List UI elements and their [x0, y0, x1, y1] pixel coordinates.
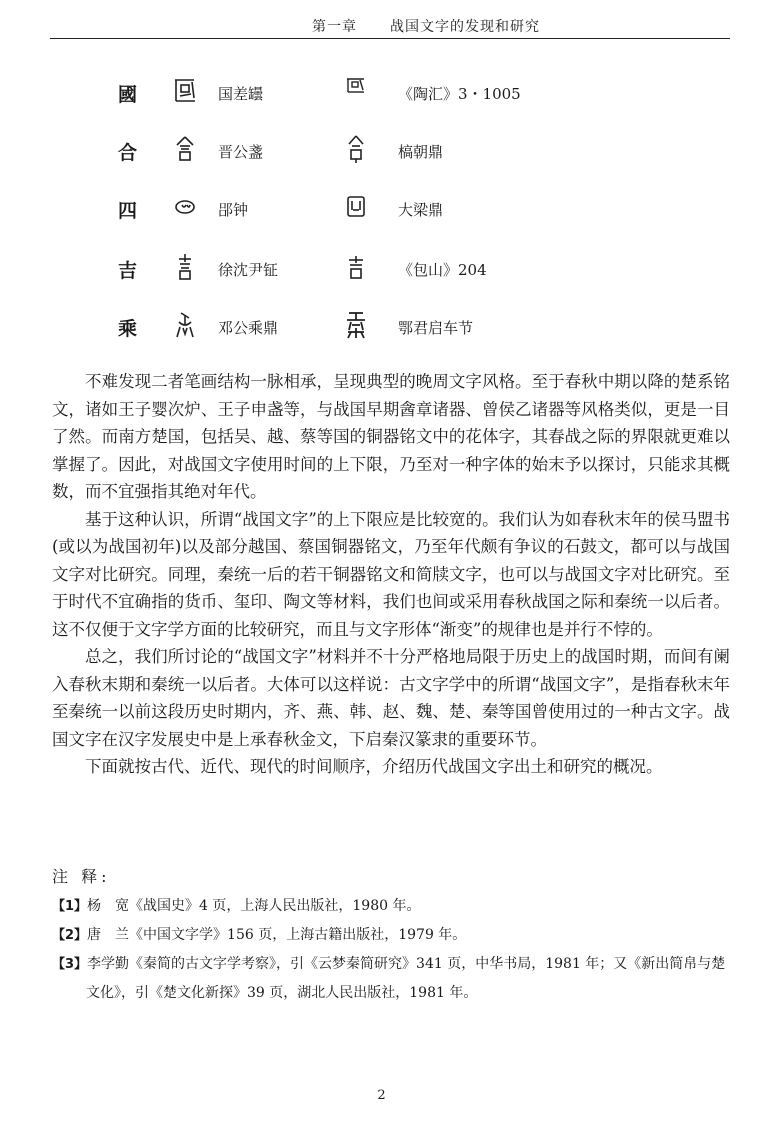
footnote-number: 【1】: [52, 899, 88, 914]
footnote-text: 李学勤《秦简的古文字学考察》，引《云梦秦简研究》341 页，中华书局，1981 年；又《新出简帛与楚文化》，引《楚文化新探》39 页，湖北人民出版社，1981 年。: [86, 956, 726, 1001]
chapter-label: 第一章: [312, 19, 357, 35]
source-right: 鄂君启车节: [398, 319, 474, 337]
source-right: 《陶汇》3・1005: [398, 85, 521, 103]
footnote-number: 【3】: [52, 957, 88, 972]
footnote: [52, 892, 732, 921]
source-left: 郘钟: [218, 201, 249, 219]
notes-heading: 注 释:: [52, 867, 111, 886]
footnote: [52, 950, 732, 1007]
footnote-text: 杨 宽《战国史》4 页，上海人民出版社，1980 年。: [87, 898, 421, 914]
paragraph: 总之，我们所讨论的“战国文字”材料并不十分严格地局限于历史上的战国时期，而间有阑入春秋末期和秦统一以后者。大体可以这样说：古文字学中的所谓“战国文字”，是指春秋末年至秦统一以前这段历史时期内，齐、燕、韩、赵、魏、楚、秦等国曾使用过的一种古文字。战国文字在汉字发展史中是上承春秋金文，下启秦汉篆隶的重要环节。: [52, 647, 730, 749]
paragraph: 基于这种认识，所谓“战国文字”的上下限应是比较宽的。我们认为如春秋末年的侯马盟书(或以为战国初年)以及部分越国、蔡国铜器铭文，乃至年代颇有争议的石鼓文，都可以与战国文字对比研究。同理，秦统一后的若干铜器铭文和简牍文字，也可以与战国文字对比研究。至于时代不宜确指的货币、玺印、陶文等材料，我们也间或采用春秋战国之际和秦统一以后者。这不仅便于文字学方面的比较研究，而且与文字形体“渐变”的规律也是并行不悖的。: [52, 509, 730, 639]
modern-character: 四: [118, 200, 138, 222]
modern-character: 合: [118, 142, 138, 164]
seal-script-guo-icon: [172, 76, 198, 106]
source-left: 晋公盞: [218, 143, 264, 161]
seal-script-he-icon: [172, 134, 198, 164]
char-row: [0, 308, 763, 348]
source-left: 徐沈尹钲: [218, 261, 279, 279]
footnote: [52, 921, 732, 950]
modern-character: 吉: [118, 260, 138, 282]
body-text: [52, 368, 730, 781]
modern-character: 國: [118, 84, 138, 106]
chapter-title: 战国文字的发现和研究: [390, 19, 540, 35]
char-row: [0, 132, 763, 172]
source-left: 邓公乘鼎: [218, 319, 279, 337]
seal-script-cheng-variant-icon: [343, 310, 369, 340]
char-row: [0, 190, 763, 230]
running-header: [50, 14, 730, 39]
source-right: 《包山》204: [398, 261, 487, 279]
modern-character: 乘: [118, 318, 138, 340]
footnotes: [52, 892, 732, 1007]
seal-script-ji-variant-icon: [343, 252, 369, 282]
char-row: [0, 250, 763, 290]
seal-script-he-variant-icon: [343, 134, 369, 164]
footnote-text: 唐 兰《中国文字学》156 页，上海古籍出版社，1979 年。: [87, 927, 467, 943]
character-comparison-table: [0, 60, 763, 350]
source-right: 大梁鼎: [398, 201, 444, 219]
page-number: 2: [377, 1088, 386, 1103]
seal-script-ji-icon: [172, 252, 198, 282]
seal-script-guo-variant-icon: [343, 76, 369, 106]
seal-script-si-variant-icon: [343, 192, 369, 222]
source-right: 槁朝鼎: [398, 143, 444, 161]
seal-script-cheng-icon: [172, 310, 198, 340]
source-left: 国差罎: [218, 85, 264, 103]
paragraph: 不难发现二者笔画结构一脉相承，呈现典型的晚周文字风格。至于春秋中期以降的楚系铭文，诸如王子婴次炉、王子申盏等，与战国早期酓章诸器、曾侯乙诸器等风格类似，更是一目了然。而南方楚国，包括吴、越、蔡等国的铜器铭文中的花体字，其春战之际的界限就更难以掌握了。因此，对战国文字使用时间的上下限，乃至对一种字体的始末予以探讨，只能求其概数，而不宜强指其绝对年代。: [52, 372, 730, 501]
paragraph: 下面就按古代、近代、现代的时间顺序，介绍历代战国文字出土和研究的概况。: [85, 757, 663, 776]
char-row: [0, 74, 763, 114]
seal-script-si-icon: [172, 192, 198, 222]
footnote-number: 【2】: [52, 928, 88, 943]
